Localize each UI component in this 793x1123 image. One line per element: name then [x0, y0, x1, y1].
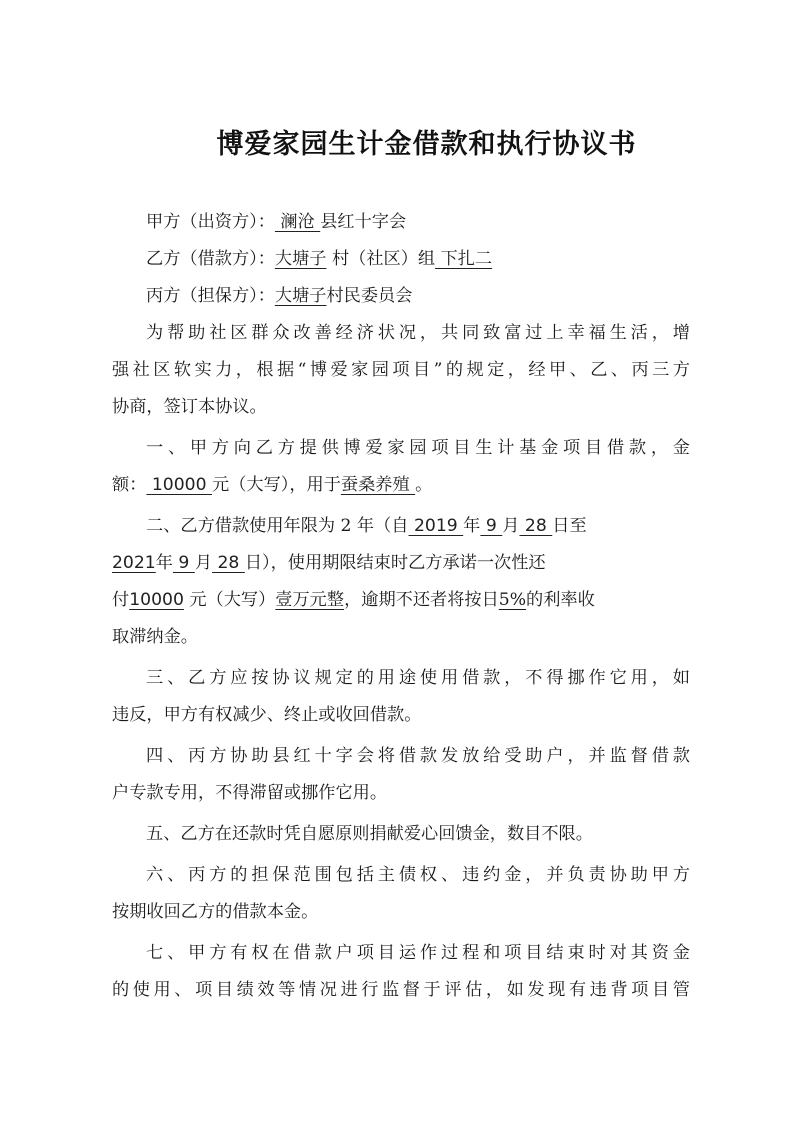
clause-1-line-1: 一、甲方向乙方提供博爱家园项目生计基金项目借款，金: [146, 438, 690, 458]
clause-1-line-2: [112, 467, 690, 504]
clause-7-line-2: 的使用、项目绩效等情况进行监督于评估，如发现有违背项目管: [112, 980, 690, 1000]
party-b-mid: 村（社区）组: [326, 249, 436, 269]
loan-purpose: 蚕桑养殖: [340, 475, 416, 495]
party-c-suffix: 村民委员会: [326, 286, 413, 306]
clause-2-prefix: 二、乙方借款使用年限为 2 年（自: [146, 516, 409, 536]
clause-1-prefix: 额：: [112, 475, 147, 495]
clause-6-line-1: 六、丙方的担保范围包括主债权、违约金，并负责协助甲方: [146, 865, 690, 885]
clause-4-line-2: 户专款专用，不得滞留或挪作它用。: [112, 783, 388, 803]
clause-2-line-2: [112, 545, 690, 582]
end-month-char: 月: [194, 553, 213, 573]
end-day: 28: [212, 553, 245, 573]
late-rate: 5%: [498, 590, 527, 610]
clause-3-line-2: 违反，甲方有权减少、终止或收回借款。: [112, 705, 422, 725]
clause-6-line-2: 按期收回乙方的借款本金。: [112, 902, 319, 922]
agreement-body: [112, 204, 690, 1009]
party-b-village: 大塘子: [274, 249, 327, 269]
party-c-line: [112, 278, 690, 315]
party-a-label: 甲方（出资方）：: [146, 212, 275, 232]
clause-2-line-4: 取滞纳金。: [112, 627, 198, 647]
clause-1-suffix: 。: [415, 475, 433, 495]
clause-2-line-2-suffix: 日），使用期限结束时乙方承诺一次性还: [244, 553, 546, 573]
party-b-group: 下扎二: [435, 249, 493, 269]
party-b-label: 乙方（借款方）：: [146, 249, 275, 269]
party-a-line: [112, 204, 690, 241]
loan-amount: 10000: [146, 475, 212, 495]
clause-2-line-1: [112, 508, 690, 545]
start-year: 2019: [408, 516, 464, 536]
party-a-suffix: 县红十字会: [320, 212, 407, 232]
clause-2-line-3-mid2: ，逾期不还者将按日: [344, 590, 499, 610]
party-a-county: 澜沧: [274, 212, 321, 232]
start-month: 9: [480, 516, 503, 536]
start-day: 28: [519, 516, 553, 536]
end-year-char: 年: [155, 553, 173, 573]
clause-2-line-1-suffix: 日至: [552, 516, 587, 536]
clause-2-line-3-suffix: 的利率收: [526, 590, 595, 610]
end-month: 9: [172, 553, 195, 573]
clause-2-line-3-mid: 元（大写）: [183, 590, 276, 610]
clause-4-line-1: 四、丙方协助县红十字会将借款发放给受助户，并监督借款: [146, 746, 690, 766]
intro-line-3: 协商，签订本协议。: [112, 397, 267, 417]
clause-1-mid: 元（大写），用于: [212, 475, 341, 495]
party-c-label: 丙方（担保方）：: [146, 286, 275, 306]
year-char: 年: [463, 516, 481, 536]
clause-7-line-1: 七、甲方有权在借款户项目运作过程和项目结束时对其资金: [146, 943, 690, 963]
intro-line-1: 为帮助社区群众改善经济状况，共同致富过上幸福生活，增: [146, 323, 690, 343]
end-year: 2021: [112, 553, 156, 573]
party-c-village: 大塘子: [274, 286, 327, 306]
month-char: 月: [502, 516, 520, 536]
document-title: 博爱家园生计金借款和执行协议书: [216, 129, 637, 160]
intro-line-2: 强社区软实力，根据“博爱家园项目”的规定，经甲、乙、丙三方: [112, 360, 690, 380]
repay-amount: 10000: [129, 590, 184, 610]
repay-amount-words: 壹万元整: [275, 590, 345, 610]
clause-2-line-3-prefix: 付: [112, 590, 130, 610]
clause-3-line-1: 三、乙方应按协议规定的用途使用借款，不得挪作它用，如: [146, 668, 690, 688]
clause-5-line-1: 五、乙方在还款时凭自愿原则捐献爱心回馈金，数目不限。: [146, 824, 593, 844]
clause-2-line-3: [112, 582, 690, 619]
party-b-line: [112, 241, 690, 278]
